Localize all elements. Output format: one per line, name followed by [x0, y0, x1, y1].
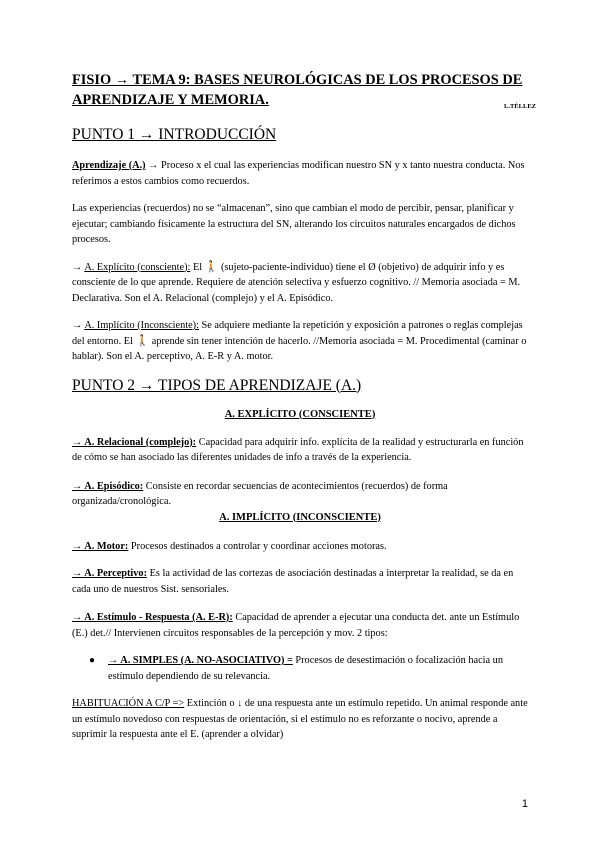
text-motor: Procesos destinados a controlar y coordinar acciones motoras. — [128, 540, 387, 552]
term-implicito: A. Implícito (Inconsciente): — [84, 320, 199, 331]
text-perceptivo: Es la actividad de las cortezas de asociación destinadas a interpretar la realidad, se da en cada uno de nuestros Sist. sensoriales. — [72, 568, 514, 595]
text-implicito-b: aprende sin tener intención de hacerlo. //Memoria asociada = M. Procedimental (caminar o hablar). Son el A. perceptivo, A. E-R y A. motor. — [72, 335, 527, 362]
paragraph-perceptivo — [72, 566, 528, 597]
arrow-implicito: → — [72, 320, 85, 331]
subheading-explicito: A. EXPLÍCITO (CONSCIENTE) — [224, 408, 376, 420]
paragraph-explicito — [72, 260, 528, 307]
paragraph-episodico — [72, 479, 528, 510]
heading-punto-1: PUNTO 1 → INTRODUCCIÓN — [72, 126, 277, 143]
arrow-explicito: → — [72, 261, 85, 273]
paragraph-aprendizaje — [72, 158, 528, 189]
text-relacional: Capacidad para adquirir info. explícita de la realidad y estructurarla en función de cómo se han asociado las diferentes unidades de info a través de la experiencia. — [72, 436, 524, 463]
paragraph-experiencias: Las experiencias (recuerdos) no se “almacenan”, sino que cambian el modo de percibir, pensar, planificar y ejecutar; cambiando físicamente la estructura del SN, alterando los circuitos naturales encargados de dichos procesos. — [72, 203, 516, 245]
document-page — [72, 70, 536, 743]
text-explicito-a: El — [190, 261, 205, 273]
person-icon: 🚶 — [204, 260, 219, 273]
term-relacional: → A. Relacional (complejo): — [72, 436, 197, 448]
term-habituacion: HABITUACIÓN A C/P => — [72, 698, 185, 709]
term-simples: → A. SIMPLES (A. NO-ASOCIATIVO) = — [108, 655, 293, 666]
term-motor: → A. Motor: — [72, 540, 129, 552]
text-episodico: Consiste en recordar secuencias de acontecimientos (recuerdos) de forma organizada/cronológica. — [72, 480, 448, 507]
text-implicito-a: Se adquiere mediante la repetición y exposición a patrones o reglas complejas del entorno. El — [72, 320, 523, 347]
page-number: 1 — [521, 798, 528, 810]
author-initials: L.TÉLLEZ — [504, 103, 536, 110]
text-explicito-b: (sujeto-paciente-individuo) tiene el Ø (objetivo) de adquirir info y es consciente de lo que aprende. Requiere de atención selectiva y esfuerzo cognitivo. // Memoria asociada = M. Declarativa. Son el A. Relacional (complejo) y el A. Episódico. — [72, 261, 521, 304]
paragraph-implicito — [72, 318, 528, 365]
term-episodico: → A. Episódico: — [72, 480, 144, 492]
text-simples: Procesos de desestimación o focalización hacia un estímulo dependiendo de su relevancia. — [108, 655, 503, 682]
text-aprendizaje: Proceso x el cual las experiencias modifican nuestro SN y x tanto nuestra conducta. Nos referimos a estos cambios como recuerdos. — [72, 160, 525, 187]
paragraph-habituacion — [72, 696, 528, 743]
text-habituacion: Extinción o ↓ de una respuesta ante un estímulo repetido. Un animal responde ante un estímulo novedoso con respuestas de orientación, si el estímulo no es reforzante o nocivo, aprende a suprimir la respuesta ante el E. (aprender a olvidar) — [72, 698, 528, 740]
term-explicito: A. Explícito (consciente): — [84, 261, 191, 273]
title-text: FISIO → TEMA 9: BASES NEUROLÓGICAS DE LOS PROCESOS DE APRENDIZAJE Y MEMORIA. — [72, 72, 523, 108]
paragraph-motor — [72, 539, 528, 555]
subheading-implicito: A. IMPLÍCITO (INCONSCIENTE) — [219, 511, 381, 523]
person-icon: 🚶 — [135, 334, 150, 347]
document-title — [72, 70, 536, 110]
bullet-simples — [72, 653, 528, 684]
arrow-aprendizaje: → — [145, 160, 162, 171]
term-aprendizaje: Aprendizaje (A.) — [72, 160, 146, 171]
term-estimulo-respuesta: → A. Estímulo - Respuesta (A. E-R): — [72, 612, 233, 623]
paragraph-estimulo-respuesta — [72, 610, 528, 641]
bullet-icon: ● — [89, 655, 96, 666]
heading-punto-2: PUNTO 2 → TIPOS DE APRENDIZAJE (A.) — [72, 376, 362, 394]
text-estimulo-respuesta: Capacidad de aprender a ejecutar una conducta det. ante un Estímulo (E.) det.// Intervienen circuitos responsables de la percepción y mov. 2 tipos: — [72, 612, 520, 639]
paragraph-relacional — [72, 435, 528, 466]
term-perceptivo: → A. Perceptivo: — [72, 568, 148, 579]
